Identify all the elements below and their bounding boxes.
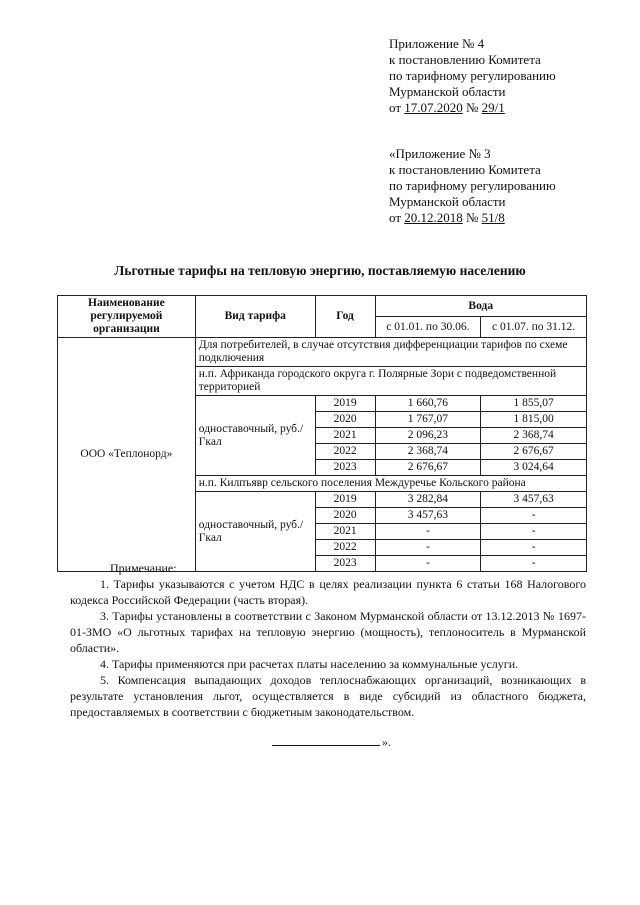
document-title: Льготные тарифы на тепловую энергию, поставляемую населению bbox=[114, 263, 526, 278]
value-p2-cell: 1 815,00 bbox=[481, 412, 587, 428]
appendix-3-line1: «Приложение № 3 bbox=[389, 146, 491, 161]
appendix-4-date-line bbox=[389, 100, 556, 116]
from-prefix: от bbox=[389, 100, 402, 115]
note-item: 4. Тарифы применяются при расчетах платы населению за коммунальные услуги. bbox=[100, 657, 519, 671]
appendix-3-line3: по тарифному регулированию bbox=[389, 178, 556, 193]
notes-section bbox=[70, 560, 586, 720]
consumer-note: Для потребителей, в случае отсутствия дифференциации тарифов по схеме подключения bbox=[195, 338, 586, 367]
closing-mark: ». bbox=[382, 735, 391, 749]
appendix-4-line1: Приложение № 4 bbox=[389, 36, 485, 51]
value-p2-cell: - bbox=[481, 540, 587, 556]
notes-title: Примечание: bbox=[110, 561, 177, 575]
year-cell: 2022 bbox=[315, 540, 375, 556]
value-p1-cell: 1 767,07 bbox=[375, 412, 481, 428]
year-cell: 2023 bbox=[315, 556, 375, 572]
year-cell: 2019 bbox=[315, 396, 375, 412]
year-cell: 2022 bbox=[315, 444, 375, 460]
value-p1-cell: 3 282,84 bbox=[375, 492, 481, 508]
appendix-4-line4: Мурманской области bbox=[389, 84, 506, 99]
year-cell: 2020 bbox=[315, 412, 375, 428]
value-p1-cell: 1 660,76 bbox=[375, 396, 481, 412]
location-2: н.п. Килпъявр сельского поселения Междуречье Кольского района bbox=[195, 476, 586, 492]
appendix-4-number: 29/1 bbox=[481, 100, 505, 115]
tariff-table bbox=[57, 295, 587, 572]
note-item: 1. Тарифы указываются с учетом НДС в целях реализации пункта 6 статьи 168 Налогового кодекса Российской Федерации (часть вторая). bbox=[70, 577, 586, 607]
value-p1-cell: - bbox=[375, 540, 481, 556]
appendix-3-line4: Мурманской области bbox=[389, 194, 506, 209]
table-header-row bbox=[58, 296, 587, 317]
year-cell: 2023 bbox=[315, 460, 375, 476]
value-p1-cell: 2 096,23 bbox=[375, 428, 481, 444]
header-period-2: с 01.07. по 31.12. bbox=[481, 317, 587, 338]
value-p1-cell: 3 457,63 bbox=[375, 508, 481, 524]
closing-underline bbox=[272, 745, 380, 746]
value-p2-cell: - bbox=[481, 556, 587, 572]
location-1: н.п. Африканда городского округа г. Полярные Зори с подведомственной территорией bbox=[195, 367, 586, 396]
header-water: Вода bbox=[375, 296, 586, 317]
appendix-4-header bbox=[389, 36, 556, 116]
value-p2-cell: 3 457,63 bbox=[481, 492, 587, 508]
appendix-4-line2: к постановлению Комитета bbox=[389, 52, 541, 67]
organization-name: ООО «Теплонорд» bbox=[58, 338, 196, 572]
year-cell: 2020 bbox=[315, 508, 375, 524]
number-prefix: № bbox=[466, 100, 479, 115]
year-cell: 2021 bbox=[315, 428, 375, 444]
value-p2-cell: 3 024,64 bbox=[481, 460, 587, 476]
value-p1-cell: - bbox=[375, 524, 481, 540]
tariff-type-1: одноставочный, руб./Гкал bbox=[195, 396, 315, 476]
value-p1-cell: 2 368,74 bbox=[375, 444, 481, 460]
note-item: 3. Тарифы установлены в соответствии с Законом Мурманской области от 13.12.2013 № 1697-01-ЗМО «О льготных тарифах на тепловую энергию (мощность), теплоноситель в Мурманской области». bbox=[70, 609, 586, 655]
tariff-type-2: одноставочный, руб./Гкал bbox=[195, 492, 315, 572]
header-organization: Наименование регулируемой организации bbox=[58, 296, 196, 338]
year-cell: 2019 bbox=[315, 492, 375, 508]
value-p2-cell: - bbox=[481, 508, 587, 524]
value-p1-cell: - bbox=[375, 556, 481, 572]
appendix-3-line2: к постановлению Комитета bbox=[389, 162, 541, 177]
closing-line bbox=[272, 735, 391, 750]
header-year: Год bbox=[315, 296, 375, 338]
appendix-3-header bbox=[389, 146, 556, 226]
value-p2-cell: 1 855,07 bbox=[481, 396, 587, 412]
value-p1-cell: 2 676,67 bbox=[375, 460, 481, 476]
appendix-4-line3: по тарифному регулированию bbox=[389, 68, 556, 83]
number-prefix: № bbox=[466, 210, 479, 225]
appendix-3-date-line bbox=[389, 210, 556, 226]
value-p2-cell: 2 676,67 bbox=[481, 444, 587, 460]
appendix-3-date: 20.12.2018 bbox=[404, 210, 463, 225]
header-tariff-type: Вид тарифа bbox=[195, 296, 315, 338]
appendix-4-date: 17.07.2020 bbox=[404, 100, 463, 115]
header-period-1: с 01.01. по 30.06. bbox=[375, 317, 481, 338]
year-cell: 2021 bbox=[315, 524, 375, 540]
value-p2-cell: - bbox=[481, 524, 587, 540]
value-p2-cell: 2 368,74 bbox=[481, 428, 587, 444]
note-item: 5. Компенсация выпадающих доходов теплоснабжающих организаций, возникающих в результате установления льгот, осуществляется в виде субсидий из областного бюджета, предоставляемых в соответствии с бюджетным законодательством. bbox=[70, 673, 586, 719]
appendix-3-number: 51/8 bbox=[481, 210, 505, 225]
from-prefix: от bbox=[389, 210, 402, 225]
table-note-row bbox=[58, 338, 587, 367]
